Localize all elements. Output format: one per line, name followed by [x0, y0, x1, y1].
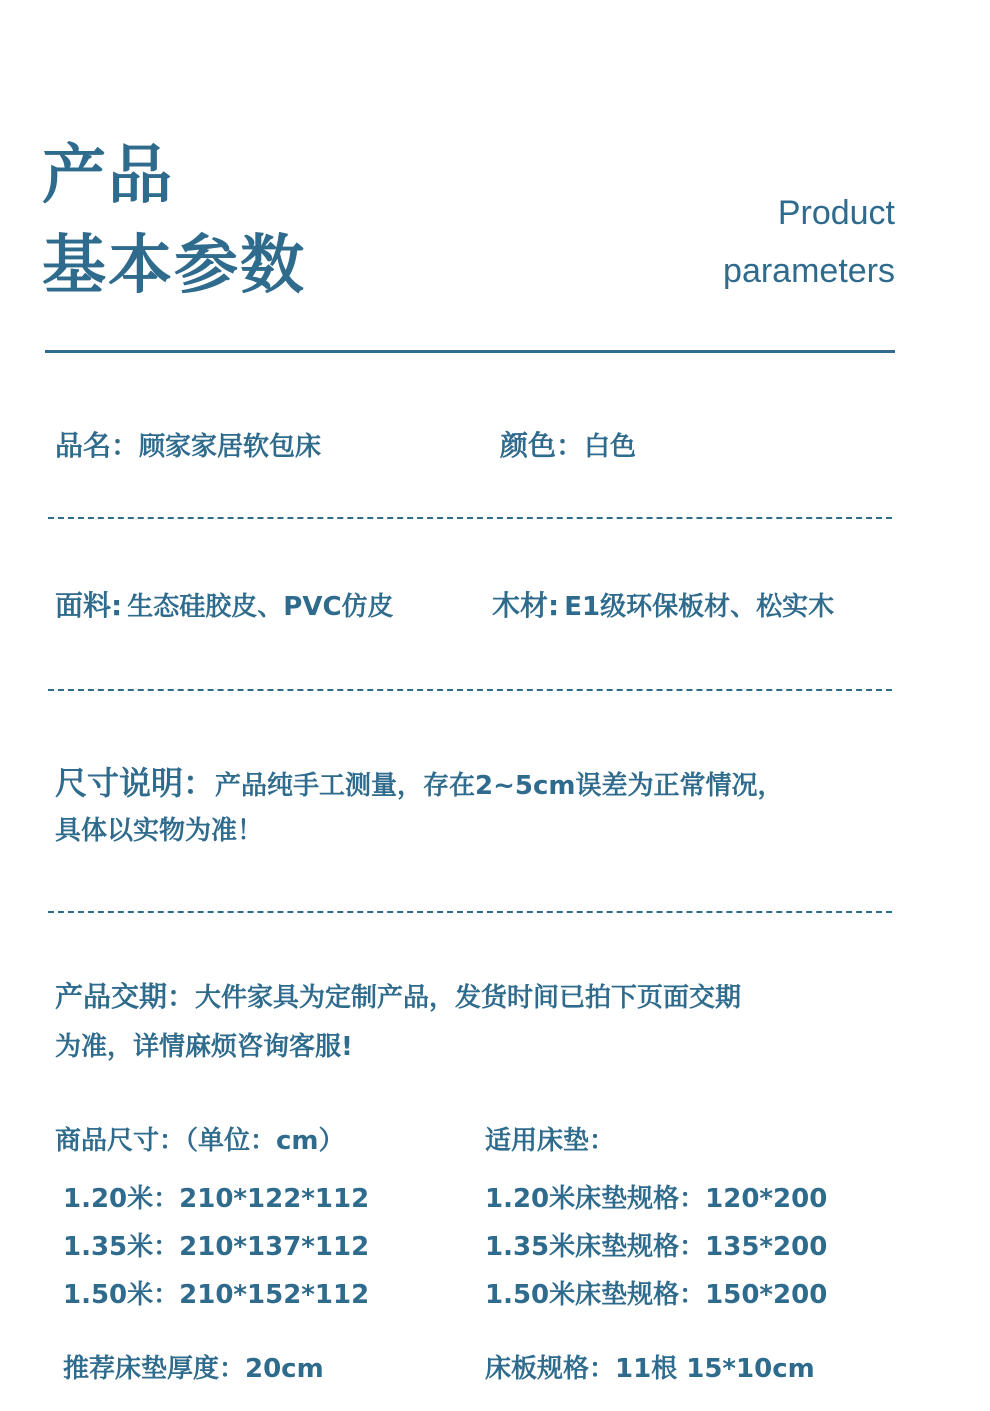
header-divider: [45, 350, 895, 353]
size-note: [55, 758, 784, 804]
dashed-divider: [48, 689, 892, 691]
title-line-2: 基本参数: [42, 229, 306, 303]
size-row: 1.50米：210*152*112: [63, 1280, 370, 1310]
size-row: 1.35米：210*137*112: [63, 1232, 370, 1262]
product-name-field: [55, 424, 321, 464]
delivery-note: [55, 975, 741, 1015]
delivery-line-1: 大件家具为定制产品，发货时间已拍下页面交期: [195, 983, 742, 1013]
title-line-1: 产品: [42, 139, 174, 213]
delivery-line-2: 为准，详情麻烦咨询客服!: [55, 1032, 353, 1062]
wood-label: 木材:: [492, 589, 560, 622]
product-name-label: 品名：: [55, 429, 140, 462]
color-label: 颜色：: [500, 429, 585, 462]
fabric-value: 生态硅胶皮、PVC仿皮: [127, 592, 394, 622]
mattress-thickness: 推荐床垫厚度：20cm: [63, 1354, 324, 1384]
dashed-divider: [48, 911, 892, 913]
size-note-line-1: 产品纯手工测量，存在2~5cm误差为正常情况，: [215, 771, 784, 801]
mattress-header: 适用床垫：: [485, 1126, 616, 1156]
color-value: 白色: [584, 432, 637, 462]
mattress-row: 1.35米床垫规格：135*200: [485, 1232, 828, 1262]
size-note-line-2: 具体以实物为准！: [55, 816, 264, 846]
product-name-value: 顾家家居软包床: [139, 432, 322, 462]
slat-spec: 床板规格：11根 15*10cm: [485, 1354, 815, 1384]
wood-value: E1级环保板材、松实木: [564, 592, 835, 622]
size-note-label: 尺寸说明：: [55, 764, 216, 802]
fabric-label: 面料:: [55, 589, 123, 622]
wood-field: [492, 584, 834, 624]
mattress-row: 1.50米床垫规格：150*200: [485, 1280, 828, 1310]
fabric-field: [55, 584, 394, 624]
mattress-row: 1.20米床垫规格：120*200: [485, 1184, 828, 1214]
product-size-header: 商品尺寸：（单位：cm）: [55, 1126, 345, 1156]
subtitle-line-1: Product: [777, 194, 895, 232]
delivery-label: 产品交期：: [55, 980, 196, 1013]
color-field: [500, 424, 636, 464]
dashed-divider: [48, 517, 892, 519]
subtitle-line-2: parameters: [723, 252, 895, 290]
size-row: 1.20米：210*122*112: [63, 1184, 370, 1214]
